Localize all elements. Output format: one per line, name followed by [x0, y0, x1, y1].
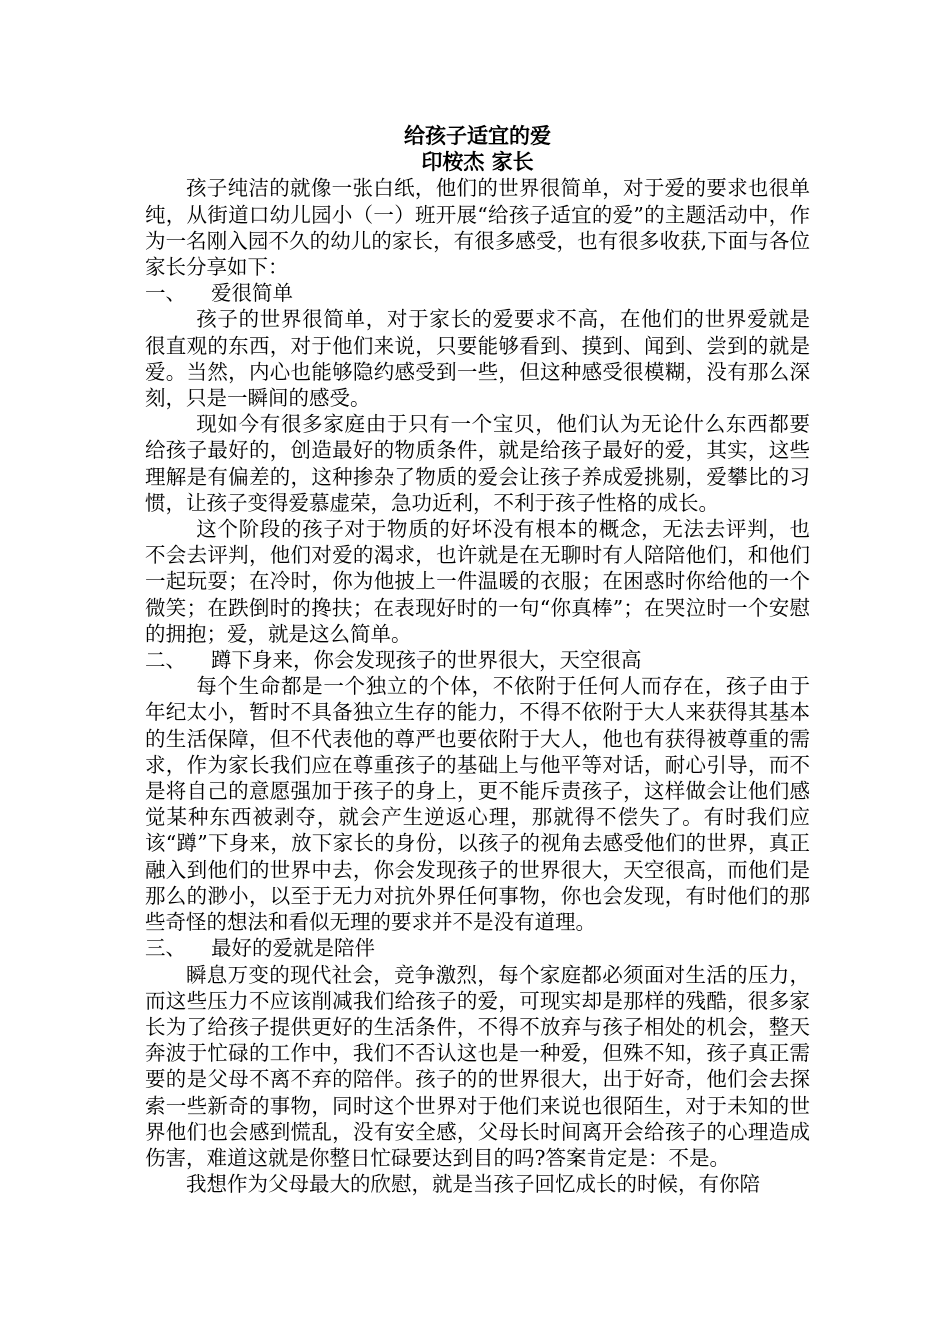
body-paragraph: 孩子的世界很简单，对于家长的爱要求不高，在他们的世界爱就是很直观的东西，对于他们来说，只要能够看到、摸到、闻到、尝到的就是爱。当然，内心也能够隐约感受到一些，但这种感受很模糊，没有那么深刻，只是一瞬间的感受。: [145, 307, 810, 411]
section-heading-2: [145, 647, 810, 673]
document-page: [145, 123, 810, 1197]
body-paragraph: 这个阶段的孩子对于物质的好坏没有根本的概念，无法去评判，也不会去评判，他们对爱的渴求，也许就是在无聊时有人陪陪他们，和他们一起玩耍；在冷时，你为他披上一件温暖的衣服；在困惑时你给他的一个微笑；在跌倒时的搀扶；在表现好时的一句“你真棒”；在哭泣时一个安慰的拥抱；爱，就是这么简单。: [145, 517, 810, 646]
section-heading-text: 最好的爱就是陪伴: [211, 936, 375, 961]
document-author: 印桉杰 家长: [421, 149, 534, 175]
section-heading-text: 蹲下身来，你会发现孩子的世界很大，天空很高: [211, 648, 642, 673]
section-heading-1: [145, 280, 810, 306]
section-number: 一、: [145, 281, 186, 306]
intro-paragraph: 孩子纯洁的就像一张白纸，他们的世界很简单，对于爱的要求也很单纯，从街道口幼儿园小（一）班开展“给孩子适宜的爱”的主题活动中，作为一名刚入园不久的幼儿的家长，有很多感受，也有很多收获,下面与各位家长分享如下：: [145, 176, 810, 280]
section-number: 二、: [145, 648, 186, 673]
document-title: 给孩子适宜的爱: [404, 123, 551, 148]
body-paragraph: 每个生命都是一个独立的个体，不依附于任何人而存在，孩子由于年纪太小，暂时不具备独立生存的能力，不得不依附于大人来获得其基本的生活保障，但不代表他的尊严也要依附于大人，他也有获得被尊重的需求，作为家长我们应在尊重孩子的基础上与他平等对话，耐心引导，而不是将自己的意愿强加于孩子的身上，更不能斥责孩子，这样做会让他们感觉某种东西被剥夺，就会产生逆返心理，那就得不偿失了。有时我们应该“蹲”下身来，放下家长的身份，以孩子的视角去感受他们的世界，真正融入到他们的世界中去，你会发现孩子的世界很大，天空很高，而他们是那么的渺小，以至于无力对抗外界任何事物，你也会发现，有时他们的那些奇怪的想法和看似无理的要求并不是没有道理。: [145, 674, 810, 935]
body-paragraph: 现如今有很多家庭由于只有一个宝贝，他们认为无论什么东西都要给孩子最好的，创造最好的物质条件，就是给孩子最好的爱，其实，这些理解是有偏差的，这种掺杂了物质的爱会让孩子养成爱挑剔，爱攀比的习惯，让孩子变得爱慕虚荣，急功近利，不利于孩子性格的成长。: [145, 412, 810, 515]
section-number: 三、: [145, 936, 186, 961]
body-paragraph: 我想作为父母最大的欣慰，就是当孩子回忆成长的时候，有你陪: [186, 1172, 760, 1197]
section-heading-3: [145, 935, 810, 961]
body-paragraph: 瞬息万变的现代社会，竞争激烈，每个家庭都必须面对生活的压力，而这些压力不应该削减我们给孩子的爱，可现实却是那样的残酷，很多家长为了给孩子提供更好的生活条件，不得不放弃与孩子相处的机会，整天奔波于忙碌的工作中，我们不否认这也是一种爱，但殊不知，孩子真正需要的是父母不离不弃的陪伴。孩子的的世界很大，出于好奇，他们会去探索一些新奇的事物，同时这个世界对于他们来说也很陌生，对于未知的世界他们也会感到慌乱，没有安全感，父母长时间离开会给孩子的心理造成伤害，难道这就是你整日忙碌要达到目的吗?答案肯定是：不是。: [145, 962, 810, 1170]
section-heading-text: 爱很简单: [211, 281, 293, 306]
